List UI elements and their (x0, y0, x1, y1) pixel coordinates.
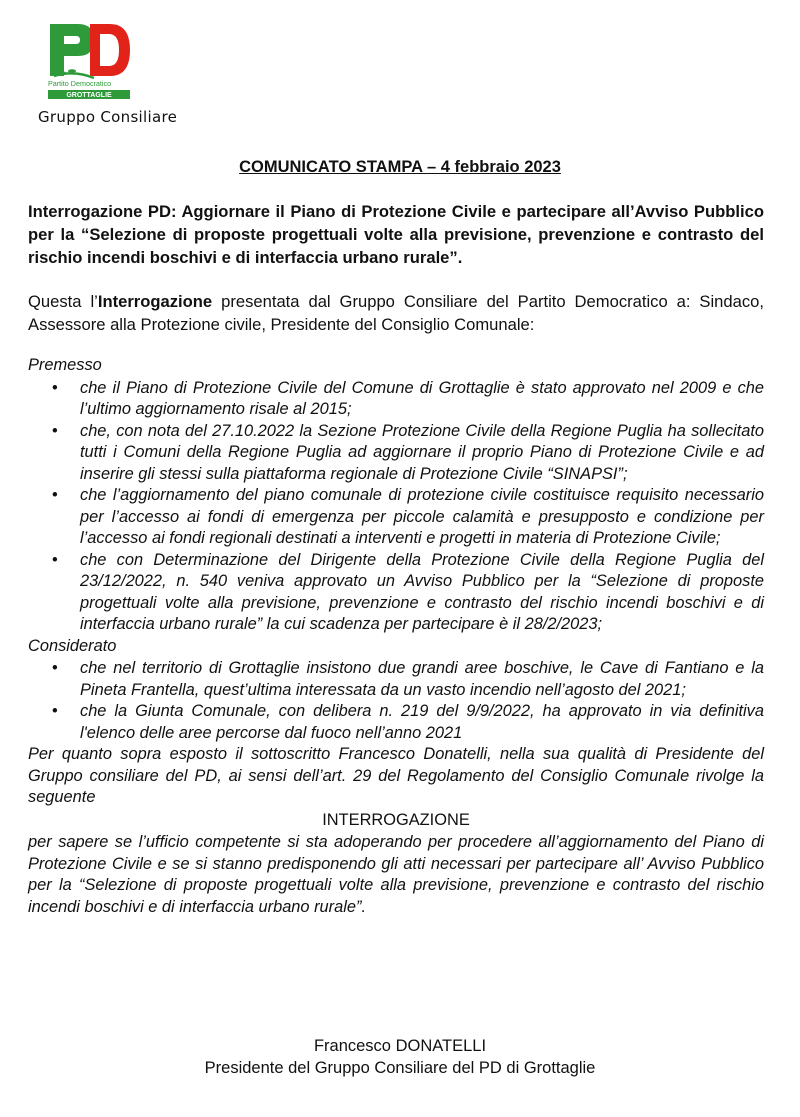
pd-logo-icon (44, 20, 136, 102)
bullet-icon: • (52, 421, 58, 440)
list-item: • che con Determinazione del Dirigente della Protezione Civile della Regione Puglia del 23/12/2022, n. 540 veniva approvato un Avviso Pubblico per la “Selezione di proposte progettuali volte alla previsione, prevenzione e contrasto del rischio incendi boschivi e di interfaccia urbano rurale” la cui scadenza per partecipare è il 28/2/2023; (52, 550, 764, 633)
page-title: COMUNICATO STAMPA – 4 febbraio 2023 (239, 158, 561, 176)
signature-block (0, 1035, 800, 1079)
bullet-icon: • (52, 702, 58, 720)
logo-line1: Partito Democratico (48, 79, 112, 88)
bullet-icon: • (52, 659, 58, 677)
intro-bold: Interrogazione (97, 292, 213, 311)
request-paragraph: per sapere se l’ufficio competente si sta adoperando per procedere all’aggiornamento del Piano di Protezione Civile e se si stanno predisponendo gli atti necessari per partecipare all’ Avviso Pubblico per la “Selezione di proposte progettuali volte alla previsione, prevenzione e contrasto del rischio incendi boschivi e di interfaccia urbano rurale”. (28, 833, 764, 916)
interrogazione-heading: INTERROGAZIONE (322, 810, 470, 829)
intro-paragraph (28, 290, 764, 336)
pd-logo (44, 20, 136, 102)
list-item: • che, con nota del 27.10.2022 la Sezione Protezione Civile della Regione Puglia ha sollecitato tutti i Comuni della Regione Puglia ad aggiornare il proprio Piano di Protezione Civile e ad inserire gli stessi sulla piattaforma regionale di Protezione Civile “SINAPSI”; (52, 421, 764, 483)
premesso-list (28, 378, 764, 636)
headline: Interrogazione PD: Aggiornare il Piano di Protezione Civile e partecipare all’Avviso Pubblico per la “Selezione di proposte progettuali volte alla previsione, prevenzione e contrasto del rischio incendi boschivi e di interfaccia urbano rurale”. (28, 202, 764, 267)
bullet-icon: • (52, 378, 58, 397)
signature-name: Francesco DONATELLI (313, 1037, 487, 1055)
closing-paragraph: Per quanto sopra esposto il sottoscritto Francesco Donatelli, nella sua qualità di Presidente del Gruppo consiliare del PD, ai sensi dell’art. 29 del Regolamento del Consiglio Comunale rivolge la seguente (28, 745, 764, 806)
considerato-list (28, 658, 764, 744)
signature-role: Presidente del Gruppo Consiliare del PD di Grottaglie (204, 1059, 596, 1077)
list-item: • che il Piano di Protezione Civile del Comune di Grottaglie è stato approvato nel 2009 e che l’ultimo aggiornamento risale al 2015; (52, 378, 764, 418)
bullet-icon: • (52, 550, 58, 569)
intro-prefix: Questa l’ (28, 292, 98, 311)
list-item: • che l’aggiornamento del piano comunale di protezione civile costituisce requisito necessario per l’accesso ai fondi di emergenza per piccole calamità e presupposto e condizione per l’accesso ai fondi regionali destinati a interventi e progetti in materia di Protezione Civile; (52, 486, 764, 547)
list-item: • che nel territorio di Grottaglie insistono due grandi aree boschive, le Cave di Fantiano e la Pineta Frantella, quest’ultima interessata da un vasto incendio nell’agosto del 2021; (52, 659, 764, 699)
intro-rest: presentata dal Gruppo Consiliare del Partito Democratico a: Sindaco, Assessore alla Protezione civile, Presidente del Consiglio Comunale: (28, 292, 764, 334)
premesso-heading: Premesso (28, 356, 102, 374)
group-label: Gruppo Consiliare (38, 108, 178, 126)
body-text (28, 355, 764, 918)
logo-line2: GROTTAGLIE (66, 92, 112, 99)
bullet-icon: • (52, 486, 58, 504)
list-item: • che la Giunta Comunale, con delibera n. 219 del 9/9/2022, ha approvato in via definitiva l'elenco delle aree percorse dal fuoco nell’anno 2021 (52, 702, 764, 742)
considerato-heading: Considerato (28, 636, 117, 655)
